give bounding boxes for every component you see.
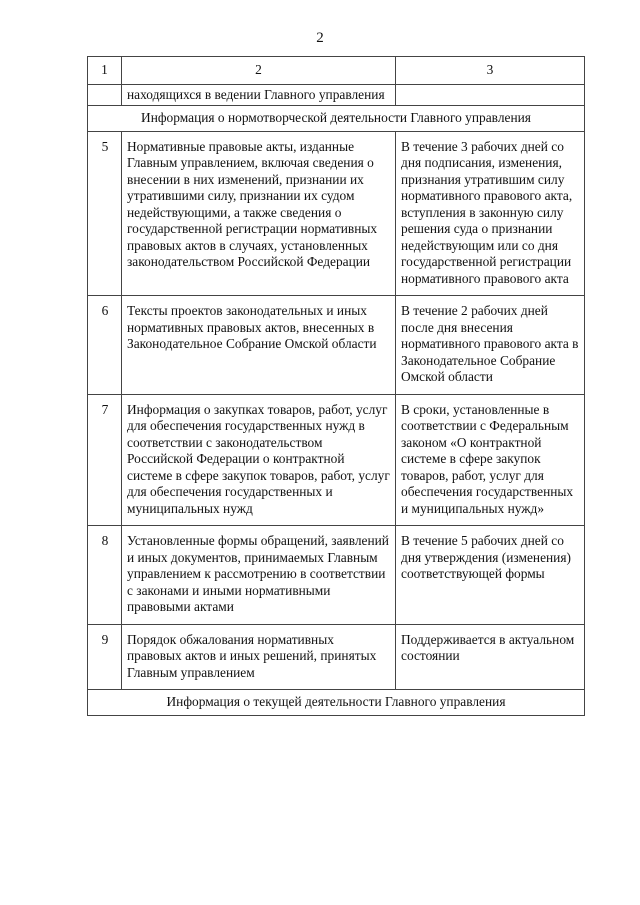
row-deadline [396,84,585,106]
table-row-continuation [88,84,585,106]
row-deadline: В течение 2 рабочих дней после дня внесения нормативного правового акта в Законодательное Собрание Омской области [396,296,585,395]
row-description: Нормативные правовые акты, изданные Главным управлением, включая сведения о внесении в них изменений, признании их утратившими силу, признании их судом недействующими, а также сведения о государственной регистрации нормативных правовых актов в случаях, установленных законодательством Российской Федерации [122,131,396,296]
row-number: 9 [88,624,122,690]
row-number: 5 [88,131,122,296]
column-header-1: 1 [88,57,122,85]
row-deadline: В течение 5 рабочих дней со дня утверждения (изменения) соответствующей формы [396,526,585,625]
table-header-row [88,57,585,85]
section-heading-current-activity: Информация о текущей деятельности Главного управления [88,690,585,716]
row-description: находящихся в ведении Главного управления [122,84,396,106]
table-row [88,131,585,296]
row-description: Установленные формы обращений, заявлений и иных документов, принимаемых Главным управлением к рассмотрению в соответствии с законами и иными нормативными правовыми актами [122,526,396,625]
row-number: 6 [88,296,122,395]
row-number: 7 [88,394,122,526]
section-heading-row [88,106,585,132]
table-row [88,624,585,690]
row-deadline: Поддерживается в актуальном состоянии [396,624,585,690]
table-row [88,296,585,395]
column-header-2: 2 [122,57,396,85]
row-number [88,84,122,106]
row-description: Тексты проектов законодательных и иных нормативных правовых актов, внесенных в Законодательное Собрание Омской области [122,296,396,395]
row-deadline: В сроки, установленные в соответствии с Федеральным законом «О контрактной системе в сфере закупок товаров, работ, услуг для обеспечения государственных и муниципальных нужд» [396,394,585,526]
table-row [88,526,585,625]
page-number: 2 [316,30,324,46]
row-deadline: В течение 3 рабочих дней со дня подписания, изменения, признания утратившим силу нормативного правового акта, вступления в законную силу решения суда о признании недействующим или со дня государственной регистрации нормативного правового акта [396,131,585,296]
section-heading-rulemaking: Информация о нормотворческой деятельности Главного управления [88,106,585,132]
table-row [88,394,585,526]
information-table [87,56,585,716]
column-header-3: 3 [396,57,585,85]
row-description: Порядок обжалования нормативных правовых актов и иных решений, принятых Главным управлением [122,624,396,690]
section-heading-row [88,690,585,716]
row-number: 8 [88,526,122,625]
row-description: Информация о закупках товаров, работ, услуг для обеспечения государственных нужд в соответствии с законодательством Российской Федерации о контрактной системе в сфере закупок товаров, работ, услуг для обеспечения государственных и муниципальных нужд [122,394,396,526]
